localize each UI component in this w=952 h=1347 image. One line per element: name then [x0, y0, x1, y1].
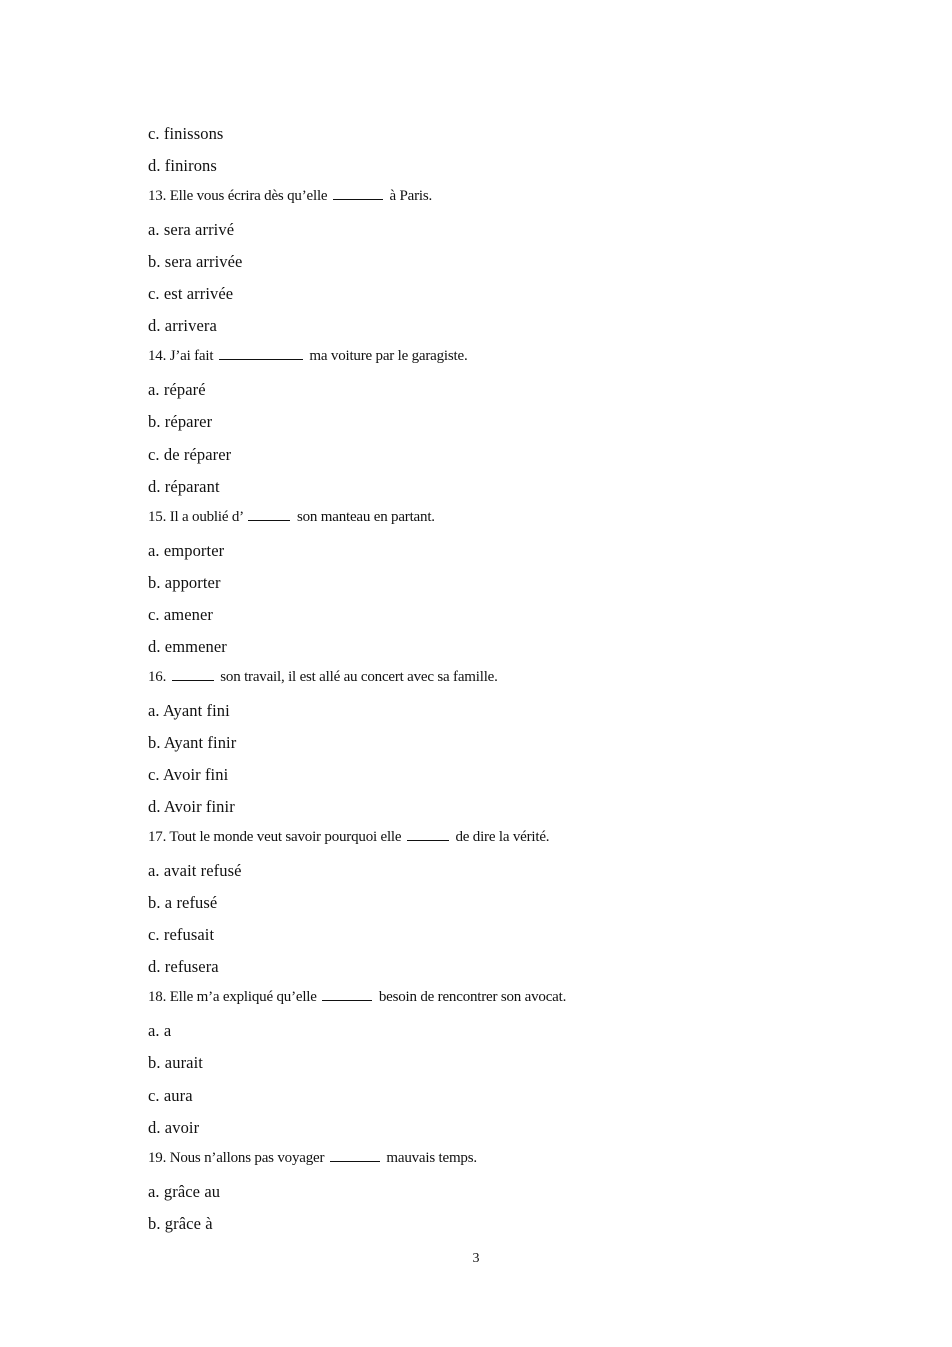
- answer-option: d. Avoir finir: [148, 797, 235, 817]
- answer-option: d. avoir: [148, 1117, 200, 1137]
- answer-option: b. grâce à: [148, 1213, 213, 1233]
- answer-option: c. est arrivée: [148, 284, 234, 304]
- answer-option: b. sera arrivée: [148, 252, 243, 272]
- answer-option: b. réparer: [148, 412, 213, 432]
- answer-blank: [333, 198, 383, 200]
- answer-blank: [407, 839, 449, 841]
- question-line: [148, 509, 435, 526]
- answer-option: a. Ayant fini: [148, 700, 230, 720]
- answer-option: b. a refusé: [148, 893, 218, 913]
- answer-option: c. Avoir fini: [148, 765, 229, 784]
- question-line: [148, 829, 549, 846]
- answer-option: a. emporter: [148, 540, 225, 560]
- question-line: [148, 188, 432, 205]
- answer-option: c. aura: [148, 1085, 193, 1105]
- answer-option: a. grâce au: [148, 1181, 221, 1201]
- question-text-after: de dire la vérité.: [455, 829, 550, 846]
- question-text-before: 13. Elle vous écrira dès qu’elle: [148, 188, 328, 205]
- question-line: [148, 669, 498, 686]
- question-line: [148, 989, 566, 1006]
- answer-option: a. sera arrivé: [148, 220, 235, 240]
- question-text-before: 15. Il a oublié d’: [148, 508, 243, 525]
- answer-option: d. emmener: [148, 636, 227, 656]
- question-text-after: ma voiture par le garagiste.: [309, 348, 468, 365]
- question-text-after: son travail, il est allé au concert avec sa famille.: [220, 668, 498, 685]
- page-number: 3: [472, 1251, 480, 1266]
- answer-blank: [322, 999, 372, 1001]
- answer-blank: [219, 358, 303, 360]
- question-text-after: son manteau en partant.: [296, 508, 435, 525]
- answer-blank: [248, 519, 290, 521]
- answer-option: b. aurait: [148, 1053, 203, 1073]
- question-text-before: 16.: [148, 668, 167, 685]
- answer-option: d. finirons: [148, 156, 217, 176]
- question-text-after: besoin de rencontrer son avocat.: [378, 989, 567, 1006]
- question-line: [148, 1150, 477, 1167]
- answer-option: d. refusera: [148, 957, 219, 977]
- answer-option: c. de réparer: [148, 444, 232, 464]
- question-text-after: à Paris.: [389, 188, 433, 205]
- answer-option: d. réparant: [148, 476, 220, 496]
- answer-option: c. amener: [148, 604, 214, 624]
- answer-option: c. refusait: [148, 925, 215, 945]
- question-text-after: mauvais temps.: [386, 1149, 477, 1166]
- answer-option: a. réparé: [148, 380, 206, 400]
- question-text-before: 14. J’ai fait: [148, 348, 214, 365]
- question-line: [148, 348, 468, 365]
- question-text-before: 17. Tout le monde veut savoir pourquoi elle: [148, 829, 402, 846]
- answer-blank: [172, 679, 214, 681]
- answer-option: c. finissons: [148, 124, 224, 143]
- question-text-before: 18. Elle m’a expliqué qu’elle: [148, 989, 317, 1006]
- answer-blank: [330, 1160, 380, 1162]
- answer-option: b. apporter: [148, 572, 221, 592]
- answer-option: a. avait refusé: [148, 861, 242, 881]
- answer-option: b. Ayant finir: [148, 732, 237, 752]
- question-text-before: 19. Nous n’allons pas voyager: [148, 1149, 325, 1166]
- answer-option: d. arrivera: [148, 316, 217, 336]
- answer-option: a. a: [148, 1021, 172, 1041]
